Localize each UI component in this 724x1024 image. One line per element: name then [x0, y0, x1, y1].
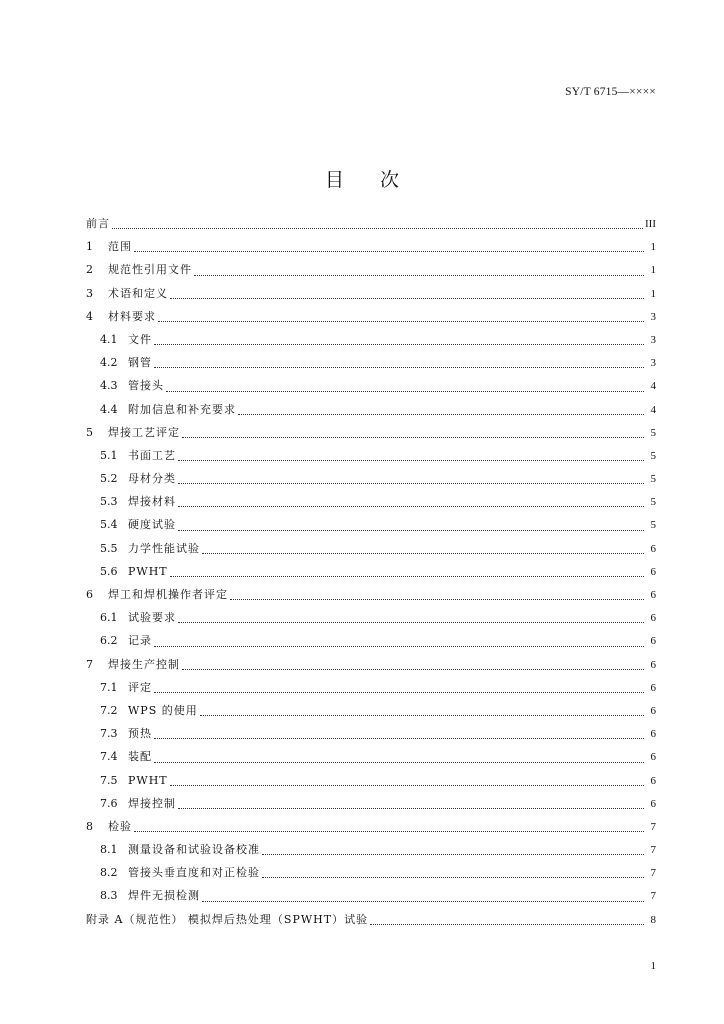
toc-entry[interactable] [86, 653, 656, 676]
toc-entry-page: 5 [650, 449, 656, 462]
toc-dot-leader [178, 505, 644, 507]
toc-entry-number: 8.1 [100, 843, 118, 857]
toc-entry-number: 8 [86, 819, 93, 833]
toc-entry-page: 6 [650, 589, 656, 601]
toc-entry-label: 附加信息和补充要求 [128, 402, 236, 416]
toc-entry-label: 材料要求 [108, 309, 156, 323]
toc-entry-label: 装配 [128, 750, 152, 764]
toc-entry-number: 1 [86, 240, 93, 254]
toc-entry-page: 6 [650, 774, 656, 787]
toc-entry-label: 焊工和焊机操作者评定 [108, 588, 228, 601]
toc-dot-leader [154, 737, 644, 739]
toc-entry[interactable] [86, 421, 656, 444]
toc-entry-label: 管接头 [128, 379, 164, 393]
page-number: 1 [650, 960, 656, 972]
toc-entry-number: 5.6 [100, 564, 118, 578]
toc-entry[interactable] [86, 629, 656, 652]
toc-entry-number: 4.4 [100, 402, 118, 416]
toc-entry-number: 7.2 [100, 703, 118, 717]
toc-entry-page: 5 [650, 473, 656, 486]
toc-entry-label: 试验要求 [128, 611, 176, 625]
toc-entry-page: 6 [650, 612, 656, 625]
toc-entry[interactable] [86, 792, 656, 815]
toc-dot-leader [166, 390, 644, 392]
toc-entry[interactable] [86, 908, 656, 931]
toc-entry[interactable] [86, 676, 656, 699]
toc-entry[interactable] [86, 537, 656, 560]
toc-dot-leader [202, 552, 644, 554]
toc-entry-page: 1 [650, 264, 656, 277]
toc-dot-leader [182, 668, 644, 670]
toc-entry-label: 附录 A（规范性） 模拟焊后热处理（SPWHT）试验 [86, 912, 369, 926]
toc-entry-page: 7 [650, 890, 656, 903]
toc-entry[interactable] [86, 258, 656, 281]
toc-entry-page: 7 [650, 820, 656, 833]
toc-entry-label: 书面工艺 [128, 448, 176, 462]
toc-entry[interactable] [86, 374, 656, 397]
toc-entry[interactable] [86, 398, 656, 421]
toc-entry-page: 6 [650, 728, 656, 741]
toc-entry-label: 文件 [128, 332, 152, 346]
toc-entry[interactable] [86, 745, 656, 768]
toc-entry-label: 范围 [108, 240, 132, 254]
toc-entry[interactable] [86, 212, 656, 235]
toc-dot-leader [182, 436, 644, 438]
toc-entry-page: 5 [650, 519, 656, 532]
toc-entry[interactable] [86, 235, 656, 258]
toc-entry-page: III [645, 218, 656, 230]
toc-dot-leader [154, 761, 644, 763]
toc-entry-label: 评定 [128, 680, 152, 694]
toc-entry-page: 3 [650, 333, 656, 346]
toc-dot-leader [134, 830, 644, 832]
toc-entry-label: 术语和定义 [108, 286, 168, 300]
toc-entry-label: 焊接材料 [128, 495, 176, 509]
toc-entry-label: 焊接控制 [128, 796, 176, 810]
toc-entry-label: 前言 [86, 217, 110, 230]
toc-entry-label: 焊接工艺评定 [108, 425, 180, 439]
toc-entry-number: 5.1 [100, 448, 118, 462]
toc-dot-leader [238, 413, 644, 415]
toc-entry-number: 7.3 [100, 727, 118, 741]
document-code: SY/T 6715—×××× [565, 86, 656, 98]
toc-entry[interactable] [86, 769, 656, 792]
toc-entry-number: 5.5 [100, 541, 118, 555]
toc-entry-number: 8.2 [100, 866, 118, 880]
toc-entry-page: 4 [650, 380, 656, 393]
toc-entry-page: 1 [650, 287, 656, 300]
toc-dot-leader [262, 876, 644, 878]
toc-dot-leader [154, 691, 644, 693]
toc-dot-leader [154, 645, 644, 647]
toc-entry-page: 6 [650, 565, 656, 578]
toc-entry[interactable] [86, 884, 656, 907]
toc-entry-label: PWHT [128, 564, 168, 578]
toc-entry-page: 3 [650, 310, 656, 323]
toc-entry[interactable] [86, 583, 656, 606]
toc-dot-leader [158, 320, 644, 322]
toc-entry-page: 6 [650, 542, 656, 555]
toc-dot-leader [230, 598, 644, 600]
toc-entry-page: 6 [650, 751, 656, 764]
toc-dot-leader [178, 529, 644, 531]
toc-dot-leader [170, 575, 644, 577]
toc-entry-number: 4.2 [100, 356, 118, 370]
toc-entry-number: 2 [86, 263, 93, 277]
page-title: 目次 [324, 168, 435, 191]
toc-dot-leader [112, 227, 643, 229]
toc-entry-label: 母材分类 [128, 472, 176, 486]
toc-entry-page: 8 [650, 913, 656, 926]
toc-dot-leader [262, 853, 644, 855]
toc-entry-number: 8.3 [100, 889, 118, 903]
toc-entry-number: 7.6 [100, 796, 118, 810]
toc-entry-number: 7 [86, 657, 93, 671]
toc-entry-label: 规范性引用文件 [108, 263, 192, 277]
toc-entry-number: 4 [86, 309, 93, 323]
table-of-contents [86, 212, 656, 931]
toc-entry[interactable] [86, 282, 656, 305]
toc-dot-leader [370, 923, 644, 925]
toc-entry-number: 4.3 [100, 379, 118, 393]
toc-entry-page: 5 [650, 496, 656, 509]
toc-entry-page: 3 [650, 357, 656, 370]
toc-entry-label: 焊件无损检测 [128, 889, 200, 903]
toc-entry[interactable] [86, 861, 656, 884]
toc-entry-label: 焊接生产控制 [108, 657, 180, 671]
toc-entry[interactable] [86, 699, 656, 722]
toc-entry-label: PWHT [128, 773, 168, 787]
toc-entry-page: 4 [650, 403, 656, 416]
toc-dot-leader [154, 343, 644, 345]
toc-entry[interactable] [86, 513, 656, 536]
toc-dot-leader [178, 807, 644, 809]
toc-dot-leader [178, 621, 644, 623]
toc-entry-page: 7 [650, 867, 656, 880]
toc-entry[interactable] [86, 490, 656, 513]
toc-entry-page: 7 [650, 844, 656, 857]
toc-entry[interactable] [86, 467, 656, 490]
toc-entry-page: 6 [650, 797, 656, 810]
toc-entry[interactable] [86, 560, 656, 583]
toc-entry-number: 5 [86, 425, 93, 439]
toc-entry[interactable] [86, 606, 656, 629]
toc-entry-label: 钢管 [128, 356, 152, 370]
toc-entry-label: 测量设备和试验设备校准 [128, 843, 260, 857]
toc-entry-page: 6 [650, 681, 656, 694]
toc-dot-leader [170, 784, 644, 786]
toc-entry-page: 6 [650, 658, 656, 671]
toc-entry-page: 1 [650, 241, 656, 254]
toc-entry-number: 6 [86, 588, 93, 601]
toc-entry[interactable] [86, 722, 656, 745]
toc-entry[interactable] [86, 328, 656, 351]
toc-entry[interactable] [86, 305, 656, 328]
toc-entry[interactable] [86, 351, 656, 374]
toc-entry-number: 7.4 [100, 750, 118, 764]
toc-entry-number: 5.4 [100, 518, 118, 532]
toc-entry-number: 4.1 [100, 332, 118, 346]
toc-entry-label: WPS 的使用 [128, 703, 198, 717]
toc-entry-number: 3 [86, 286, 93, 300]
toc-entry[interactable] [86, 444, 656, 467]
toc-entry[interactable] [86, 838, 656, 861]
toc-entry-label: 力学性能试验 [128, 541, 200, 555]
toc-entry-number: 5.3 [100, 495, 118, 509]
toc-entry-page: 5 [650, 426, 656, 439]
toc-entry-label: 检验 [108, 819, 132, 833]
toc-entry-label: 记录 [128, 634, 152, 648]
toc-entry[interactable] [86, 815, 656, 838]
toc-dot-leader [154, 366, 644, 368]
toc-entry-page: 6 [650, 704, 656, 717]
toc-entry-number: 6.2 [100, 634, 118, 648]
toc-dot-leader [170, 297, 644, 299]
toc-dot-leader [178, 459, 644, 461]
toc-entry-number: 6.1 [100, 611, 118, 625]
toc-entry-label: 硬度试验 [128, 518, 176, 532]
toc-entry-number: 5.2 [100, 472, 118, 486]
toc-entry-number: 7.1 [100, 680, 118, 694]
toc-entry-label: 管接头垂直度和对正检验 [128, 866, 260, 880]
toc-dot-leader [194, 274, 644, 276]
toc-dot-leader [178, 482, 644, 484]
toc-dot-leader [134, 250, 644, 252]
toc-entry-label: 预热 [128, 727, 152, 741]
toc-dot-leader [202, 900, 644, 902]
toc-entry-page: 6 [650, 635, 656, 648]
toc-entry-number: 7.5 [100, 773, 118, 787]
toc-dot-leader [200, 714, 644, 716]
